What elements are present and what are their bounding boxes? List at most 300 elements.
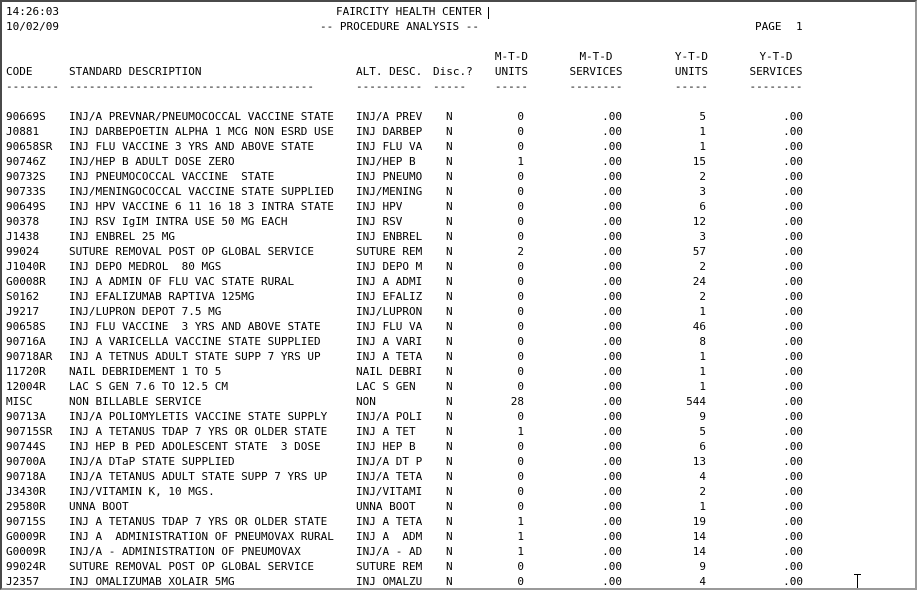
row-alt-desc: INJ DEPO M [356,260,423,273]
row-description: INJ DARBEPOETIN ALPHA 1 MCG NON ESRD USE [69,125,334,138]
table-row[interactable] [6,380,906,395]
row-mtd-services: .00 [602,155,622,168]
row-ytd-services: .00 [783,140,803,153]
row-alt-desc: INJ/HEP B [356,155,416,168]
table-row[interactable] [6,170,906,185]
report-title: -- PROCEDURE ANALYSIS -- [320,20,479,33]
row-ytd-units: 1 [699,380,706,393]
row-ytd-units: 1 [699,305,706,318]
row-mtd-services: .00 [602,350,622,363]
row-alt-desc: INJ OMALZU [356,575,423,588]
row-ytd-units: 9 [699,560,706,573]
row-mtd-services: .00 [602,230,622,243]
row-mtd-services: .00 [602,110,622,123]
row-disc: N [446,275,453,288]
row-mtd-units: 1 [517,545,524,558]
row-mtd-services: .00 [602,560,622,573]
row-mtd-units: 2 [517,245,524,258]
row-mtd-units: 0 [517,350,524,363]
row-mtd-services: .00 [602,245,622,258]
row-alt-desc: INJ/A PREV [356,110,423,123]
row-ytd-units: 3 [699,185,706,198]
row-ytd-units: 15 [692,155,706,168]
facility-name: FAIRCITY HEALTH CENTER [336,5,482,18]
row-ytd-services: .00 [783,320,803,333]
table-row[interactable] [6,485,906,500]
row-mtd-services: .00 [602,515,622,528]
page-number: 1 [796,20,803,33]
row-alt-desc: UNNA BOOT [356,500,416,513]
row-mtd-services: .00 [602,170,622,183]
row-ytd-services: .00 [783,410,803,423]
row-ytd-services: .00 [783,185,803,198]
row-code: G0008R [6,275,46,288]
row-mtd-units: 0 [517,305,524,318]
table-row[interactable] [6,290,906,305]
row-ytd-services: .00 [783,515,803,528]
row-mtd-units: 0 [517,215,524,228]
row-code: J1438 [6,230,40,243]
row-alt-desc: INJ EFALIZ [356,290,423,303]
row-disc: N [446,500,453,513]
table-row[interactable] [6,275,906,290]
row-ytd-units: 1 [699,500,706,513]
row-mtd-services: .00 [602,440,622,453]
row-ytd-services: .00 [783,425,803,438]
row-alt-desc: INJ/A - AD [356,545,423,558]
row-description: INJ/HEP B ADULT DOSE ZERO [69,155,235,168]
report-date: 10/02/09 [6,20,59,33]
row-code: 90700A [6,455,46,468]
row-ytd-services: .00 [783,545,803,558]
row-mtd-services: .00 [602,140,622,153]
row-code: 12004R [6,380,46,393]
row-code: 90718AR [6,350,53,363]
row-description: INJ OMALIZUMAB XOLAIR 5MG [69,575,235,588]
row-code: J1040R [6,260,46,273]
row-ytd-units: 2 [699,170,706,183]
row-code: G0009R [6,545,46,558]
row-ytd-units: 5 [699,425,706,438]
row-mtd-services: .00 [602,275,622,288]
row-ytd-services: .00 [783,230,803,243]
row-mtd-units: 0 [517,200,524,213]
column-header-bottom [6,65,906,80]
dash-description: ------------------------------------- [69,80,315,93]
row-mtd-services: .00 [602,185,622,198]
row-description: INJ/A DTaP STATE SUPPLIED [69,455,235,468]
dash-code: -------- [6,80,59,93]
table-row[interactable] [6,335,906,350]
row-mtd-units: 28 [510,395,524,408]
row-disc: N [446,185,453,198]
row-alt-desc: INJ A ADM [356,530,423,543]
row-alt-desc: NAIL DEBRI [356,365,423,378]
row-mtd-services: .00 [602,200,622,213]
row-mtd-units: 0 [517,140,524,153]
row-ytd-services: .00 [783,485,803,498]
table-row[interactable] [6,245,906,260]
row-ytd-services: .00 [783,470,803,483]
row-mtd-units: 0 [517,110,524,123]
row-alt-desc: LAC S GEN [356,380,416,393]
row-disc: N [446,545,453,558]
row-code: J2357 [6,575,40,588]
row-alt-desc: INJ A TETA [356,350,423,363]
row-code: S0162 [6,290,40,303]
row-code: G0009R [6,530,46,543]
row-alt-desc: INJ/A TETA [356,470,423,483]
row-ytd-services: .00 [783,560,803,573]
row-mtd-units: 0 [517,290,524,303]
row-ytd-units: 2 [699,260,706,273]
table-row[interactable] [6,215,906,230]
row-ytd-units: 1 [699,350,706,363]
table-row[interactable] [6,575,906,590]
row-description: INJ ENBREL 25 MG [69,230,175,243]
row-mtd-services: .00 [602,365,622,378]
row-alt-desc: INJ ENBREL [356,230,423,243]
row-mtd-units: 0 [517,500,524,513]
row-mtd-units: 0 [517,275,524,288]
row-ytd-services: .00 [783,350,803,363]
row-description: INJ/A PREVNAR/PNEUMOCOCCAL VACCINE STATE [69,110,334,123]
table-row[interactable] [6,455,906,470]
row-mtd-services: .00 [602,455,622,468]
row-ytd-units: 1 [699,365,706,378]
row-ytd-services: .00 [783,110,803,123]
row-disc: N [446,380,453,393]
col-mtd-units-top: M-T-D [494,50,528,63]
row-alt-desc: INJ/VITAMI [356,485,423,498]
dash-alt-desc: ---------- [356,80,423,93]
row-mtd-services: .00 [602,500,622,513]
row-disc: N [446,350,453,363]
table-row[interactable] [6,230,906,245]
table-row[interactable] [6,350,906,365]
header-line-1 [6,5,906,20]
row-disc: N [446,515,453,528]
row-ytd-services: .00 [783,380,803,393]
row-code: 90733S [6,185,46,198]
row-ytd-units: 3 [699,230,706,243]
row-code: 90669S [6,110,46,123]
table-row[interactable] [6,155,906,170]
col-alt-desc: ALT. DESC. [356,65,423,78]
col-ytd-services: SERVICES [749,65,803,78]
row-alt-desc: INJ HPV [356,200,403,213]
table-row[interactable] [6,440,906,455]
row-alt-desc: INJ PNEUMO [356,170,423,183]
header-line-2 [6,20,906,35]
table-row[interactable] [6,110,906,125]
row-mtd-services: .00 [602,545,622,558]
row-mtd-services: .00 [602,215,622,228]
row-ytd-units: 14 [692,545,706,558]
row-ytd-services: .00 [783,335,803,348]
table-row[interactable] [6,140,906,155]
dash-ytd-units: ----- [674,80,708,93]
table-row[interactable] [6,545,906,560]
row-mtd-services: .00 [602,290,622,303]
table-row[interactable] [6,530,906,545]
row-mtd-services: .00 [602,470,622,483]
row-code: 90649S [6,200,46,213]
row-mtd-units: 0 [517,170,524,183]
row-ytd-services: .00 [783,500,803,513]
row-ytd-services: .00 [783,395,803,408]
row-disc: N [446,155,453,168]
row-ytd-units: 9 [699,410,706,423]
row-alt-desc: INJ/A POLI [356,410,423,423]
row-ytd-units: 2 [699,290,706,303]
row-ytd-units: 46 [692,320,706,333]
row-mtd-services: .00 [602,380,622,393]
row-mtd-units: 0 [517,260,524,273]
row-disc: N [446,365,453,378]
row-description: INJ A ADMINISTRATION OF PNEUMOVAX RURAL [69,530,334,543]
table-row[interactable] [6,200,906,215]
page-label: PAGE [755,20,782,33]
row-ytd-units: 544 [686,395,706,408]
row-alt-desc: INJ/A DT P [356,455,423,468]
row-mtd-units: 1 [517,425,524,438]
table-row[interactable] [6,305,906,320]
row-ytd-units: 6 [699,440,706,453]
row-code: 90732S [6,170,46,183]
row-code: 90715SR [6,425,53,438]
row-description: NAIL DEBRIDEMENT 1 TO 5 [69,365,222,378]
row-ytd-units: 6 [699,200,706,213]
col-mtd-units: UNITS [494,65,528,78]
row-mtd-services: .00 [602,305,622,318]
row-ytd-units: 8 [699,335,706,348]
row-mtd-units: 0 [517,575,524,588]
col-code: CODE [6,65,33,78]
table-row[interactable] [6,185,906,200]
row-mtd-services: .00 [602,125,622,138]
row-alt-desc: NON [356,395,376,408]
row-disc: N [446,485,453,498]
col-disc: Disc.? [433,65,473,78]
column-header-dashes [6,80,906,95]
row-disc: N [446,170,453,183]
row-alt-desc: INJ A TET [356,425,416,438]
row-description: INJ A TETANUS TDAP 7 YRS OR OLDER STATE [69,515,328,528]
dash-ytd-services: -------- [749,80,803,93]
procedure-analysis-report [6,5,906,590]
row-mtd-units: 1 [517,155,524,168]
row-disc: N [446,425,453,438]
table-row[interactable] [6,365,906,380]
row-disc: N [446,320,453,333]
table-row[interactable] [6,125,906,140]
row-code: J3430R [6,485,46,498]
row-disc: N [446,470,453,483]
procedure-table-body [6,110,906,590]
row-description: INJ/A - ADMINISTRATION OF PNEUMOVAX [69,545,301,558]
row-mtd-units: 1 [517,515,524,528]
row-code: MISC [6,395,33,408]
row-ytd-services: .00 [783,125,803,138]
row-disc: N [446,110,453,123]
row-code: J9217 [6,305,40,318]
row-ytd-units: 1 [699,125,706,138]
row-alt-desc: INJ/LUPRON [356,305,423,318]
col-mtd-services-top: M-T-D [579,50,613,63]
row-description: SUTURE REMOVAL POST OP GLOBAL SERVICE [69,245,315,258]
row-code: 90713A [6,410,46,423]
row-mtd-services: .00 [602,335,622,348]
row-code: 90658SR [6,140,53,153]
row-description: SUTURE REMOVAL POST OP GLOBAL SERVICE [69,560,315,573]
row-code: 90715S [6,515,46,528]
row-disc: N [446,530,453,543]
row-code: 29580R [6,500,46,513]
row-code: 90718A [6,470,46,483]
row-ytd-services: .00 [783,575,803,588]
row-description: INJ PNEUMOCOCCAL VACCINE STATE [69,170,275,183]
row-code: 90716A [6,335,46,348]
row-ytd-services: .00 [783,260,803,273]
table-row[interactable] [6,560,906,575]
row-description: INJ A TETNUS ADULT STATE SUPP 7 YRS UP [69,350,321,363]
row-description: INJ EFALIZUMAB RAPTIVA 125MG [69,290,255,303]
row-code: 90378 [6,215,40,228]
row-ytd-units: 57 [692,245,706,258]
row-ytd-units: 24 [692,275,706,288]
row-mtd-services: .00 [602,485,622,498]
table-row[interactable] [6,395,906,410]
row-ytd-services: .00 [783,215,803,228]
caret-icon [488,7,489,19]
row-description: INJ FLU VACCINE 3 YRS AND ABOVE STATE [69,320,321,333]
col-mtd-services: SERVICES [569,65,623,78]
row-disc: N [446,395,453,408]
row-ytd-units: 12 [692,215,706,228]
row-mtd-units: 0 [517,455,524,468]
row-mtd-units: 0 [517,230,524,243]
row-code: J0881 [6,125,40,138]
row-description: INJ/LUPRON DEPOT 7.5 MG [69,305,222,318]
row-description: UNNA BOOT [69,500,129,513]
table-row[interactable] [6,410,906,425]
row-alt-desc: INJ A VARI [356,335,423,348]
row-disc: N [446,260,453,273]
row-ytd-services: .00 [783,200,803,213]
row-ytd-units: 14 [692,530,706,543]
row-description: INJ HPV VACCINE 6 11 16 18 3 INTRA STATE [69,200,334,213]
row-disc: N [446,125,453,138]
row-mtd-units: 0 [517,365,524,378]
row-description: INJ A VARICELLA VACCINE STATE SUPPLIED [69,335,321,348]
row-ytd-services: .00 [783,245,803,258]
text-cursor-icon [853,572,863,590]
row-disc: N [446,215,453,228]
row-description: INJ/MENINGOCOCCAL VACCINE STATE SUPPLIED [69,185,334,198]
row-description: INJ A ADMIN OF FLU VAC STATE RURAL [69,275,295,288]
column-header-top [6,50,906,65]
table-row[interactable] [6,515,906,530]
row-disc: N [446,290,453,303]
col-ytd-units-top: Y-T-D [674,50,708,63]
table-row[interactable] [6,470,906,485]
col-description: STANDARD DESCRIPTION [69,65,202,78]
table-row[interactable] [6,500,906,515]
row-alt-desc: INJ HEP B [356,440,416,453]
row-mtd-services: .00 [602,425,622,438]
row-code: 90746Z [6,155,46,168]
row-description: LAC S GEN 7.6 TO 12.5 CM [69,380,228,393]
row-code: 99024R [6,560,46,573]
dash-mtd-services: -------- [569,80,623,93]
row-ytd-units: 4 [699,470,706,483]
row-alt-desc: INJ A TETA [356,515,423,528]
row-alt-desc: INJ FLU VA [356,320,423,333]
row-disc: N [446,335,453,348]
row-ytd-services: .00 [783,530,803,543]
row-disc: N [446,575,453,588]
row-ytd-services: .00 [783,170,803,183]
table-row[interactable] [6,320,906,335]
row-mtd-services: .00 [602,395,622,408]
row-mtd-units: 0 [517,320,524,333]
row-code: 90658S [6,320,46,333]
row-mtd-services: .00 [602,575,622,588]
row-description: INJ/A TETANUS ADULT STATE SUPP 7 YRS UP [69,470,328,483]
row-mtd-services: .00 [602,410,622,423]
row-description: INJ DEPO MEDROL 80 MGS [69,260,222,273]
row-disc: N [446,230,453,243]
row-code: 90744S [6,440,46,453]
row-ytd-services: .00 [783,440,803,453]
row-ytd-units: 1 [699,140,706,153]
table-row[interactable] [6,260,906,275]
row-mtd-services: .00 [602,320,622,333]
col-ytd-services-top: Y-T-D [759,50,793,63]
row-mtd-units: 1 [517,530,524,543]
row-mtd-units: 0 [517,125,524,138]
row-code: 11720R [6,365,46,378]
row-ytd-units: 13 [692,455,706,468]
dash-mtd-units: ----- [494,80,528,93]
row-code: 99024 [6,245,40,258]
report-time: 14:26:03 [6,5,59,18]
row-mtd-units: 0 [517,440,524,453]
row-mtd-units: 0 [517,410,524,423]
row-mtd-units: 0 [517,185,524,198]
row-description: INJ/A POLIOMYLETIS VACCINE STATE SUPPLY [69,410,328,423]
row-ytd-services: .00 [783,305,803,318]
row-ytd-units: 2 [699,485,706,498]
table-row[interactable] [6,425,906,440]
dash-disc: ----- [433,80,467,93]
row-alt-desc: SUTURE REM [356,560,423,573]
row-alt-desc: INJ FLU VA [356,140,423,153]
row-ytd-units: 5 [699,110,706,123]
row-mtd-units: 0 [517,560,524,573]
row-mtd-units: 0 [517,380,524,393]
row-disc: N [446,305,453,318]
row-disc: N [446,245,453,258]
row-disc: N [446,560,453,573]
row-description: INJ HEP B PED ADOLESCENT STATE 3 DOSE [69,440,321,453]
row-mtd-units: 0 [517,485,524,498]
row-disc: N [446,140,453,153]
row-disc: N [446,455,453,468]
row-ytd-units: 4 [699,575,706,588]
row-disc: N [446,440,453,453]
